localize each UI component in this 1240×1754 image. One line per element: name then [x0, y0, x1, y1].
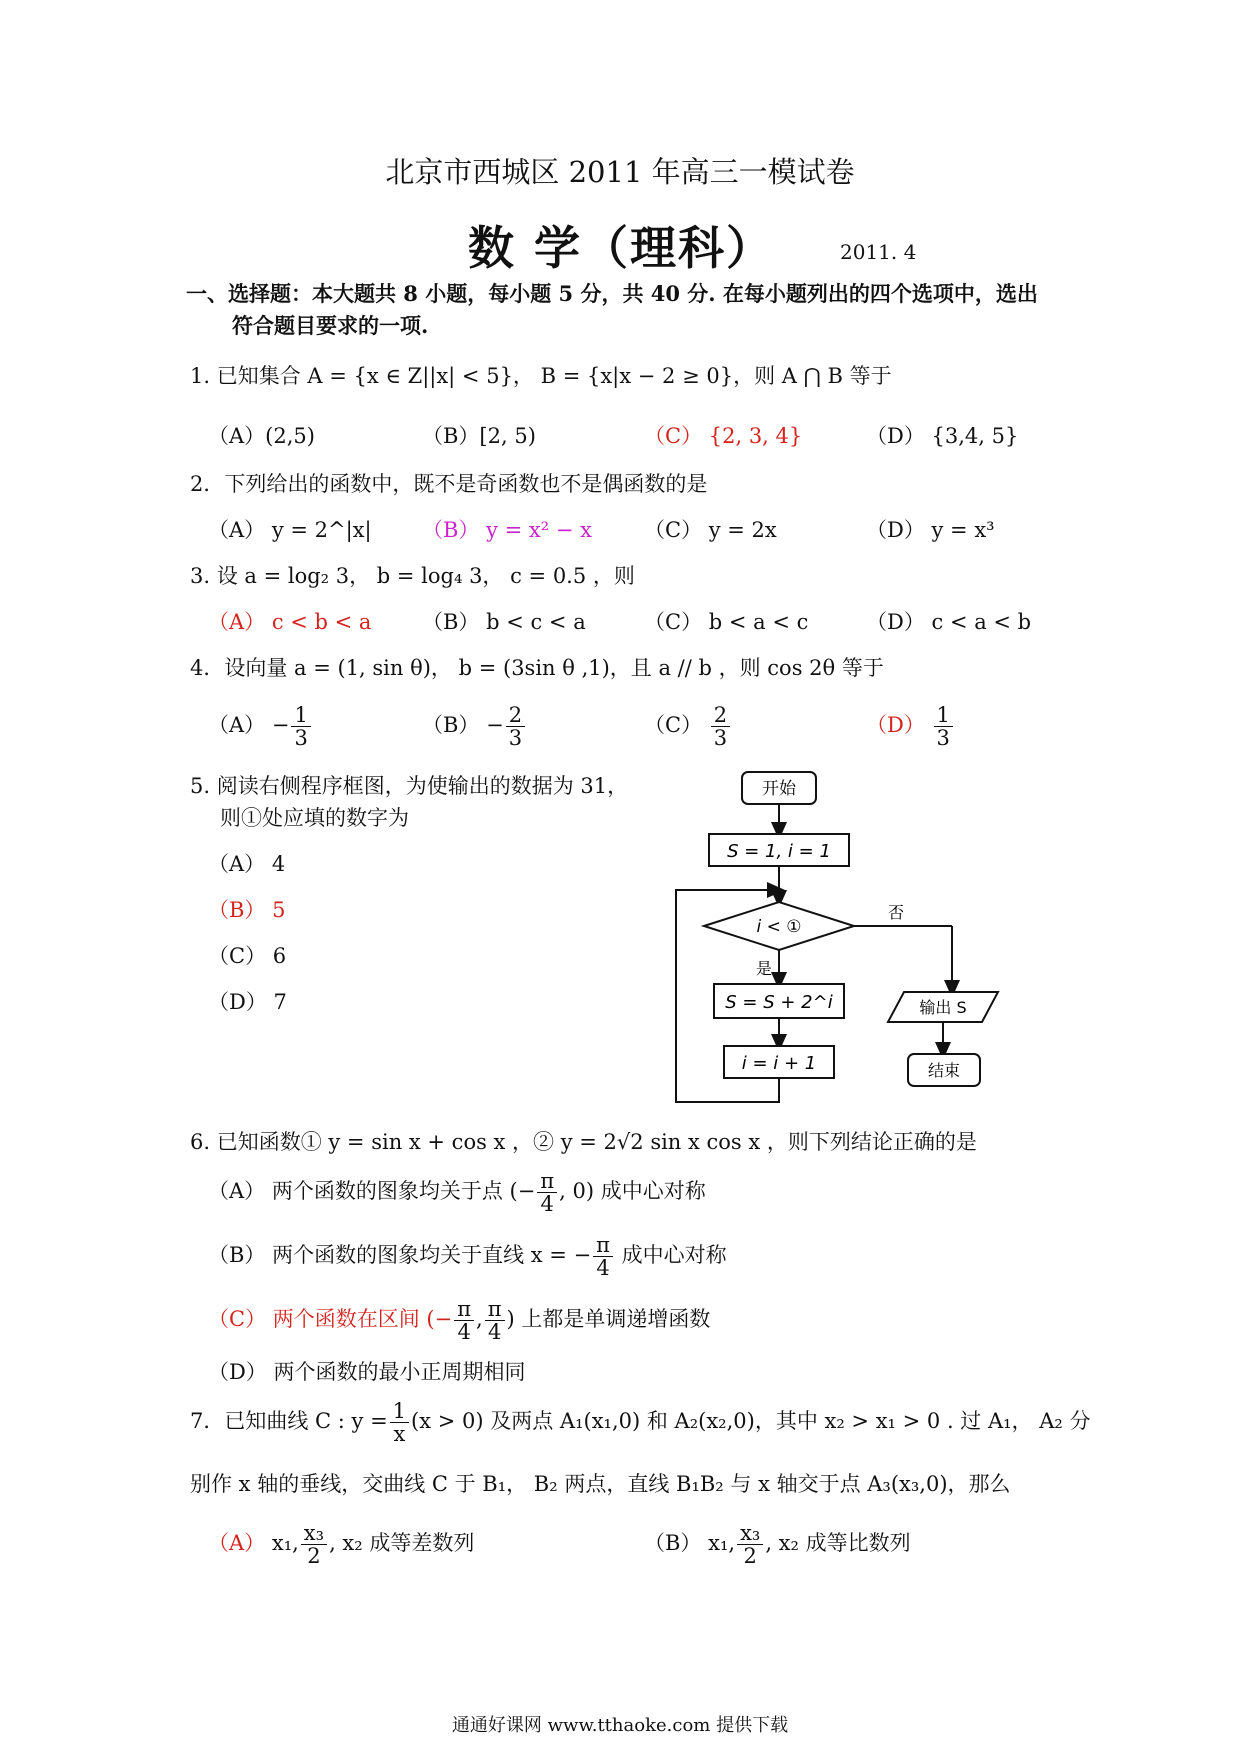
- q4-option-c-den: 3: [713, 726, 728, 751]
- q6-option-a-pre: （A） 两个函数的图象均关于点 (−: [208, 1179, 536, 1204]
- q4-option-b-label: （B）: [422, 713, 480, 738]
- flowchart: [660, 762, 1020, 1112]
- question-5-cont: 则①处应填的数字为: [220, 806, 409, 830]
- q1-option-d: （D） {3,4, 5}: [866, 424, 1019, 448]
- q6-option-b-pre: （B） 两个函数的图象均关于直线 x = −: [208, 1243, 592, 1268]
- q1-option-c: （C） {2, 3, 4}: [644, 424, 803, 448]
- flow-yes-label: 是: [755, 959, 773, 978]
- q5-option-c: （C） 6: [208, 944, 287, 968]
- q7-option-a: [208, 1522, 474, 1567]
- q7-option-b: [644, 1522, 911, 1567]
- flow-end-label: 结束: [927, 1061, 961, 1080]
- q4-option-a-label: （A）: [208, 713, 266, 738]
- q6-option-a: [208, 1170, 706, 1215]
- q7-option-b-x3: x₃: [737, 1522, 763, 1545]
- q7-option-b-two: 2: [743, 1544, 757, 1569]
- flow-start-label: 开始: [762, 779, 796, 799]
- q4-option-d: [866, 704, 955, 749]
- q7-option-b-post: , x₂ 成等比数列: [765, 1531, 911, 1556]
- q6-option-a-pi: π: [537, 1170, 557, 1193]
- q6-option-b-post: 成中心对称: [614, 1243, 727, 1268]
- q3-option-a: （A） c < b < a: [208, 610, 372, 634]
- subject-title: 数 学（理科）: [468, 221, 775, 275]
- q6-option-c-post: ) 上都是单调递增函数: [506, 1307, 711, 1332]
- q6-option-c-pi2: π: [485, 1298, 505, 1321]
- q4-option-b: [422, 704, 527, 749]
- q4-option-d-label: （D）: [866, 713, 925, 738]
- q7-option-a-pre: x₁,: [271, 1531, 299, 1556]
- section-heading-cont: 符合题目要求的一项.: [232, 313, 429, 338]
- q7-frac-num: 1: [390, 1400, 409, 1423]
- q3-option-b: （B） b < c < a: [422, 610, 586, 634]
- q7-option-a-label: （A）: [208, 1531, 266, 1556]
- flow-condition-label: i < ①: [756, 917, 802, 937]
- question-2: 2．下列给出的函数中，既不是奇函数也不是偶函数的是: [190, 472, 708, 496]
- q4-option-b-num: 2: [506, 704, 525, 727]
- q6-option-a-four: 4: [540, 1192, 554, 1217]
- question-4: 4．设向量 a = (1, sin θ)， b = (3sin θ ,1)，且 a // b ，则 cos 2θ 等于: [190, 656, 884, 680]
- q6-option-b-pi: π: [593, 1234, 613, 1257]
- q1-option-a: （A）(2,5): [208, 424, 315, 448]
- q4-option-a: [208, 704, 313, 749]
- q6-option-c-pi1: π: [454, 1298, 474, 1321]
- q4-option-c-num: 2: [711, 704, 730, 727]
- q6-option-b: [208, 1234, 727, 1279]
- q4-option-c-label: （C）: [644, 713, 703, 738]
- q1-option-b: （B）[2, 5): [422, 424, 536, 448]
- q7-pre: 7．已知曲线 C : y =: [190, 1409, 388, 1434]
- question-7: [190, 1400, 1091, 1445]
- q7-post: (x > 0) 及两点 A₁(x₁,0) 和 A₂(x₂,0)，其中 x₂ > x₁ > 0 . 过 A₁， A₂ 分: [411, 1409, 1091, 1434]
- q2-option-a: （A） y = 2^|x|: [208, 518, 372, 542]
- q7-option-a-post: , x₂ 成等差数列: [329, 1531, 475, 1556]
- q2-option-d: （D） y = x³: [866, 518, 995, 542]
- q7-option-a-x3: x₃: [301, 1522, 327, 1545]
- q3-option-d: （D） c < a < b: [866, 610, 1032, 634]
- exam-title: 北京市西城区 2011 年高三一模试卷: [385, 155, 855, 189]
- q4-option-a-num: 1: [291, 704, 310, 727]
- q4-option-b-sign: −: [486, 713, 504, 738]
- flow-init-label: S = 1, i = 1: [727, 841, 831, 862]
- q5-option-b: （B） 5: [208, 898, 286, 922]
- q2-option-b: （B） y = x² − x: [422, 518, 592, 542]
- q4-option-a-sign: −: [271, 713, 290, 738]
- q7-option-a-two: 2: [307, 1544, 321, 1569]
- question-5: 5. 阅读右侧程序框图，为使输出的数据为 31，: [190, 774, 629, 798]
- question-7-cont: 别作 x 轴的垂线，交曲线 C 于 B₁， B₂ 两点，直线 B₁B₂ 与 x 轴交于点 A₃(x₃,0)，那么: [190, 1472, 1011, 1496]
- q6-option-c-four2: 4: [487, 1320, 502, 1345]
- flow-update-i-label: i = i + 1: [741, 1053, 817, 1074]
- q4-option-b-den: 3: [508, 726, 523, 751]
- q4-option-a-den: 3: [294, 726, 308, 751]
- question-3: 3. 设 a = log₂ 3， b = log₄ 3， c = 0.5 ，则: [190, 564, 635, 588]
- q4-option-d-den: 3: [936, 726, 950, 751]
- q5-option-a: （A） 4: [208, 852, 286, 876]
- page-footer: 通通好课网 www.tthaoke.com 提供下载: [451, 1715, 789, 1736]
- q6-option-b-four: 4: [596, 1256, 610, 1281]
- q6-option-c-four1: 4: [457, 1320, 471, 1345]
- q4-option-c: [644, 704, 732, 749]
- q2-option-c: （C） y = 2x: [644, 518, 777, 542]
- q6-option-a-post: , 0) 成中心对称: [559, 1179, 706, 1204]
- section-heading: 一、选择题：本大题共 8 小题，每小题 5 分，共 40 分. 在每小题列出的四个选项中，选出: [186, 281, 1038, 306]
- flow-output-label: 输出 S: [919, 998, 967, 1017]
- q7-frac-den: x: [393, 1422, 406, 1447]
- flow-no-label: 否: [887, 903, 905, 922]
- q7-option-b-label: （B）: [644, 1531, 702, 1556]
- flow-update-s-label: S = S + 2^i: [725, 992, 833, 1013]
- q7-option-b-pre: x₁,: [708, 1531, 736, 1556]
- question-1: 1. 已知集合 A = {x ∈ Z||x| < 5}， B = {x|x − 2 ≥ 0}，则 A ⋂ B 等于: [190, 364, 892, 388]
- q3-option-c: （C） b < a < c: [644, 610, 809, 634]
- q6-option-c-pre: （C） 两个函数在区间 (−: [208, 1307, 453, 1332]
- q5-option-d: （D） 7: [208, 990, 287, 1014]
- question-6: 6. 已知函数① y = sin x + cos x ，② y = 2√2 sin x cos x ，则下列结论正确的是: [190, 1130, 977, 1154]
- q6-option-c: （C） 两个函数在区间 (− $\frac{\pi}{4}$ , $\frac{\pi}{4}$ ) 上都是单调递增函数: [208, 1297, 711, 1345]
- q4-option-d-num: 1: [934, 704, 953, 727]
- exam-date: 2011. 4: [840, 240, 917, 264]
- q6-option-d: （D） 两个函数的最小正周期相同: [208, 1360, 526, 1384]
